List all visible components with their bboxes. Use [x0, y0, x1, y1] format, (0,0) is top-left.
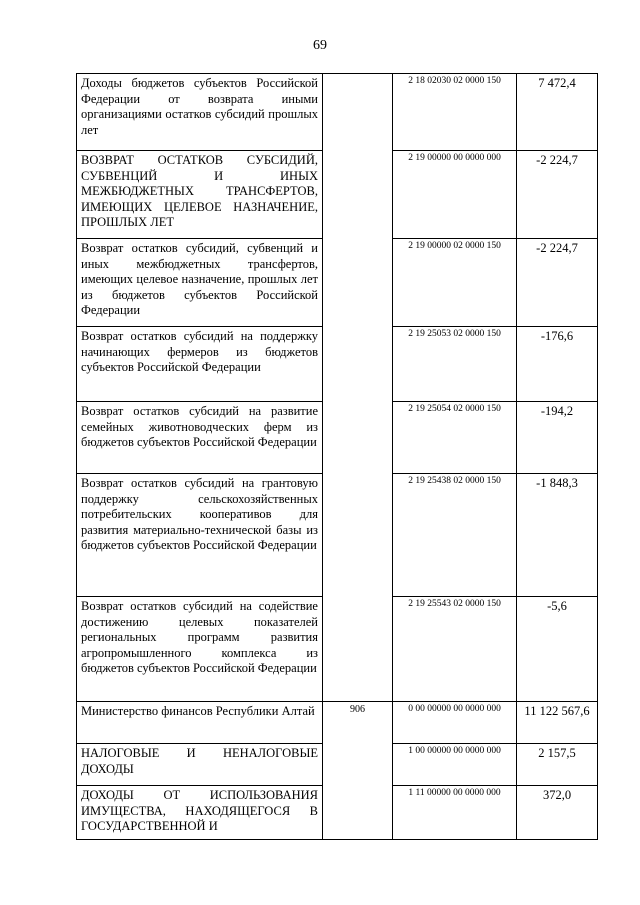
row-name: НАЛОГОВЫЕ И НЕНАЛОГОВЫЕ ДОХОДЫ	[77, 744, 323, 786]
row-admin-code	[323, 786, 393, 840]
row-admin-code	[323, 151, 393, 239]
row-name: Возврат остатков субсидий на поддержку начинающих фермеров из бюджетов субъектов Российской Федерации	[77, 327, 323, 402]
row-admin-code	[323, 402, 393, 474]
row-classification-code: 2 19 25053 02 0000 150	[393, 327, 517, 402]
row-admin-code	[323, 239, 393, 327]
row-name: Возврат остатков субсидий на грантовую поддержку сельскохозяйственных потребительских кооперативов для развития материально-технической базы из бюджетов субъектов Российской Федерации	[77, 474, 323, 597]
table-row	[77, 239, 598, 327]
row-amount: 11 122 567,6	[517, 702, 598, 744]
table-row	[77, 744, 598, 786]
row-classification-code: 2 19 00000 00 0000 000	[393, 151, 517, 239]
row-classification-code: 2 18 02030 02 0000 150	[393, 74, 517, 151]
row-classification-code: 2 19 25438 02 0000 150	[393, 474, 517, 597]
row-name: Доходы бюджетов субъектов Российской Федерации от возврата иными организациями остатков субсидий прошлых лет	[77, 74, 323, 151]
row-admin-code: 906	[323, 702, 393, 744]
row-classification-code: 2 19 25054 02 0000 150	[393, 402, 517, 474]
table-row	[77, 327, 598, 402]
row-name: Возврат остатков субсидий на содействие достижению целевых показателей региональных программ развития агропромышленного комплекса из бюджетов субъектов Российской Федерации	[77, 597, 323, 702]
table-row	[77, 474, 598, 597]
page-number: 69	[313, 38, 327, 53]
row-classification-code: 0 00 00000 00 0000 000	[393, 702, 517, 744]
row-classification-code: 2 19 00000 02 0000 150	[393, 239, 517, 327]
table-row	[77, 702, 598, 744]
row-amount: -2 224,7	[517, 151, 598, 239]
row-admin-code	[323, 74, 393, 151]
row-classification-code: 2 19 25543 02 0000 150	[393, 597, 517, 702]
row-amount: 2 157,5	[517, 744, 598, 786]
row-amount: 372,0	[517, 786, 598, 840]
row-admin-code	[323, 744, 393, 786]
table-row	[77, 786, 598, 840]
row-classification-code: 1 00 00000 00 0000 000	[393, 744, 517, 786]
table-row	[77, 74, 598, 151]
row-classification-code: 1 11 00000 00 0000 000	[393, 786, 517, 840]
table-row	[77, 597, 598, 702]
row-name: ВОЗВРАТ ОСТАТКОВ СУБСИДИЙ, СУБВЕНЦИЙ И ИНЫХ МЕЖБЮДЖЕТНЫХ ТРАНСФЕРТОВ, ИМЕЮЩИХ ЦЕЛЕВОЕ НАЗНАЧЕНИЕ, ПРОШЛЫХ ЛЕТ	[77, 151, 323, 239]
row-name: Министерство финансов Республики Алтай	[77, 702, 323, 744]
table-row	[77, 402, 598, 474]
row-amount: -194,2	[517, 402, 598, 474]
row-admin-code	[323, 597, 393, 702]
row-amount: -1 848,3	[517, 474, 598, 597]
row-amount: 7 472,4	[517, 74, 598, 151]
table-row	[77, 151, 598, 239]
budget-revenue-table	[76, 73, 598, 840]
row-admin-code	[323, 474, 393, 597]
row-admin-code	[323, 327, 393, 402]
row-amount: -2 224,7	[517, 239, 598, 327]
row-name: Возврат остатков субсидий, субвенций и иных межбюджетных трансфертов, имеющих целевое назначение, прошлых лет из бюджетов субъектов Российской Федерации	[77, 239, 323, 327]
row-name: ДОХОДЫ ОТ ИСПОЛЬЗОВАНИЯ ИМУЩЕСТВА, НАХОДЯЩЕГОСЯ В ГОСУДАРСТВЕННОЙ И	[77, 786, 323, 840]
row-name: Возврат остатков субсидий на развитие семейных животноводческих ферм из бюджетов субъектов Российской Федерации	[77, 402, 323, 474]
row-amount: -176,6	[517, 327, 598, 402]
row-amount: -5,6	[517, 597, 598, 702]
